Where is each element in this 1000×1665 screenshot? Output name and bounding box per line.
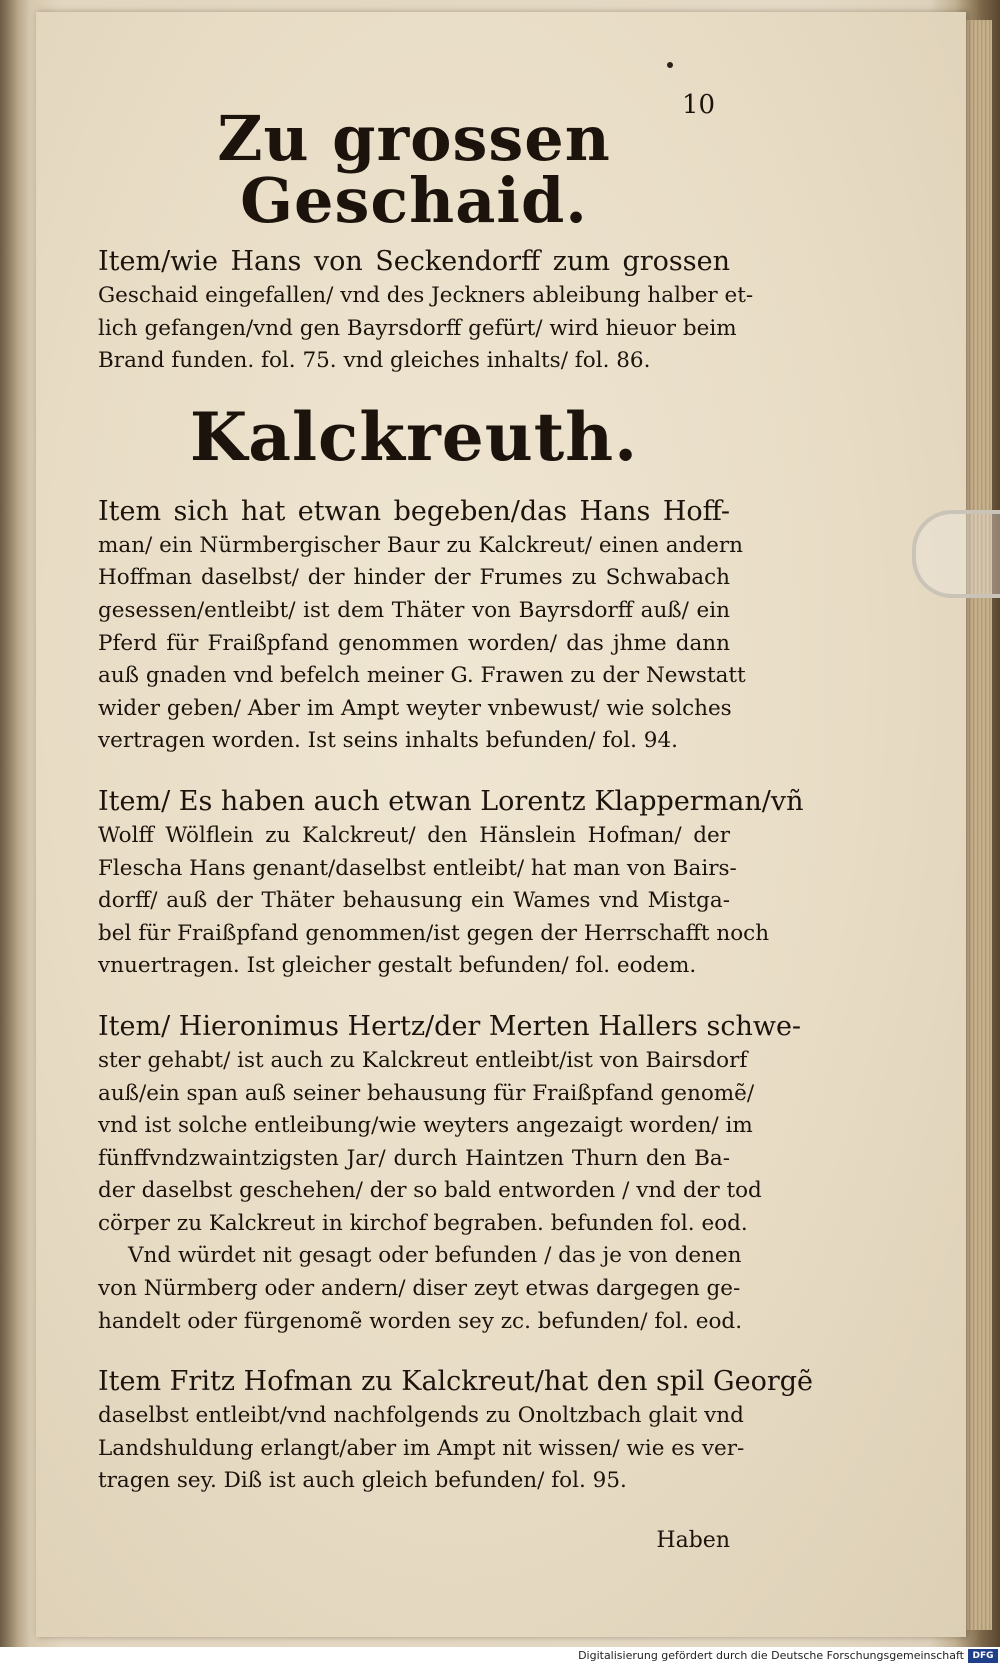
text-line: wider geben/ Aber im Ampt weyter vnbewust/ wie solches [98, 695, 732, 721]
section-kalckreuth [98, 494, 813, 1498]
text-line: Brand funden. fol. 75. vnd gleiches inhalts/ fol. 86. [98, 348, 651, 374]
text-line: Wolff Wölflein zu Kalckreut/ den Hänslein Hofman/ der [98, 822, 730, 848]
text-line: Landshuldung erlangt/aber im Ampt nit wissen/ wie es ver- [98, 1435, 745, 1461]
text-line: vnd ist solche entleibung/wie weyters angezaigt worden/ im [98, 1113, 753, 1139]
text-line: von Nürmberg oder andern/ diser zeyt etwas dargegen ge- [98, 1276, 741, 1302]
text-line: handelt oder fürgenomẽ worden sey zc. befunden/ fol. eod. [98, 1308, 743, 1334]
footer-credit: Digitalisierung gefördert durch die Deutsche Forschungsgemeinschaft [578, 1649, 964, 1662]
text-line: Item/ Hieronimus Hertz/der Merten Hallers schwe- [98, 1010, 802, 1042]
footer-bar [0, 1647, 1000, 1665]
catchword: Haben [656, 1528, 730, 1554]
text-line: lich gefangen/vnd gen Bayrsdorff gefürt/ wird hieuor beim [98, 315, 737, 341]
heading-kalckreuth: Kalckreuth. [189, 397, 639, 476]
paragraph [98, 1364, 813, 1498]
text-line: man/ ein Nürmbergischer Baur zu Kalckreut/ einen andern [98, 532, 743, 558]
text-line: vnuertragen. Ist gleicher gestalt befunden/ fol. eodem. [98, 953, 697, 979]
ink-mark [667, 62, 673, 68]
paragraph [98, 244, 754, 378]
paragraph [98, 784, 804, 983]
text-line: auß gnaden vnd befelch meiner G. Frawen zu der Newstatt [98, 663, 746, 689]
text-line: Item/wie Hans von Seckendorff zum grossen [98, 246, 730, 277]
page-edges [966, 20, 992, 1630]
text-line: Item/ Es haben auch etwan Lorentz Klapperman/vñ [98, 785, 804, 817]
text-line: tragen sey. Diß ist auch gleich befunden/ fol. 95. [98, 1468, 627, 1494]
text-line: ster gehabt/ ist auch zu Kalckreut entleibt/ist von Bairsdorf [98, 1047, 748, 1073]
text-line: gesessen/entleibt/ ist dem Thäter von Bayrsdorff auß/ ein [98, 597, 730, 623]
text-line: Item sich hat etwan begeben/das Hans Hoff- [98, 495, 730, 527]
paragraph [98, 1240, 743, 1338]
text-line: fünffvndzwaintzigsten Jar/ durch Haintzen Thurn den Ba- [98, 1145, 730, 1171]
paragraph [98, 494, 746, 758]
text-line: Geschaid eingefallen/ vnd des Jeckners ableibung halber et- [98, 283, 754, 308]
text-line: dorff/ auß der Thäter behausung ein Wames vnd Mistga- [98, 888, 730, 914]
page-clip [912, 510, 1000, 598]
text-line: Flescha Hans genant/daselbst entleibt/ hat man von Bairs- [98, 855, 737, 881]
paragraph [98, 1009, 802, 1241]
text-line: daselbst entleibt/vnd nachfolgends zu Onoltzbach glait vnd [98, 1403, 744, 1429]
text-line: auß/ein span auß seiner behausung für Fraißpfand genomẽ/ [98, 1080, 755, 1106]
text-line: Pferd für Fraißpfand genommen worden/ das jhme dann [98, 630, 730, 656]
text-line: Vnd würdet nit gesagt oder befunden / das je von denen [128, 1243, 742, 1269]
text-line: bel für Fraißpfand genommen/ist gegen der Herrschafft noch [98, 920, 770, 946]
text-line: vertragen worden. Ist seins inhalts befunden/ fol. 94. [98, 728, 678, 754]
heading-zu-grossen-geschaid: Zu grossen Geschaid. [217, 102, 611, 237]
text-line: Hoffman daselbst/ der hinder der Frumes zu Schwabach [98, 565, 730, 591]
text-line: Item Fritz Hofman zu Kalckreut/hat den spil Georgẽ [98, 1366, 813, 1398]
text-line: cörper zu Kalckreut in kirchof begraben. befunden fol. eod. [98, 1210, 748, 1236]
dfg-logo: DFG [968, 1649, 998, 1663]
section-geschaid [98, 244, 754, 378]
page-text [98, 90, 813, 1558]
folio-number: 10 [682, 90, 716, 120]
text-line: der daselbst geschehen/ der so bald entworden / vnd der tod [98, 1178, 762, 1204]
